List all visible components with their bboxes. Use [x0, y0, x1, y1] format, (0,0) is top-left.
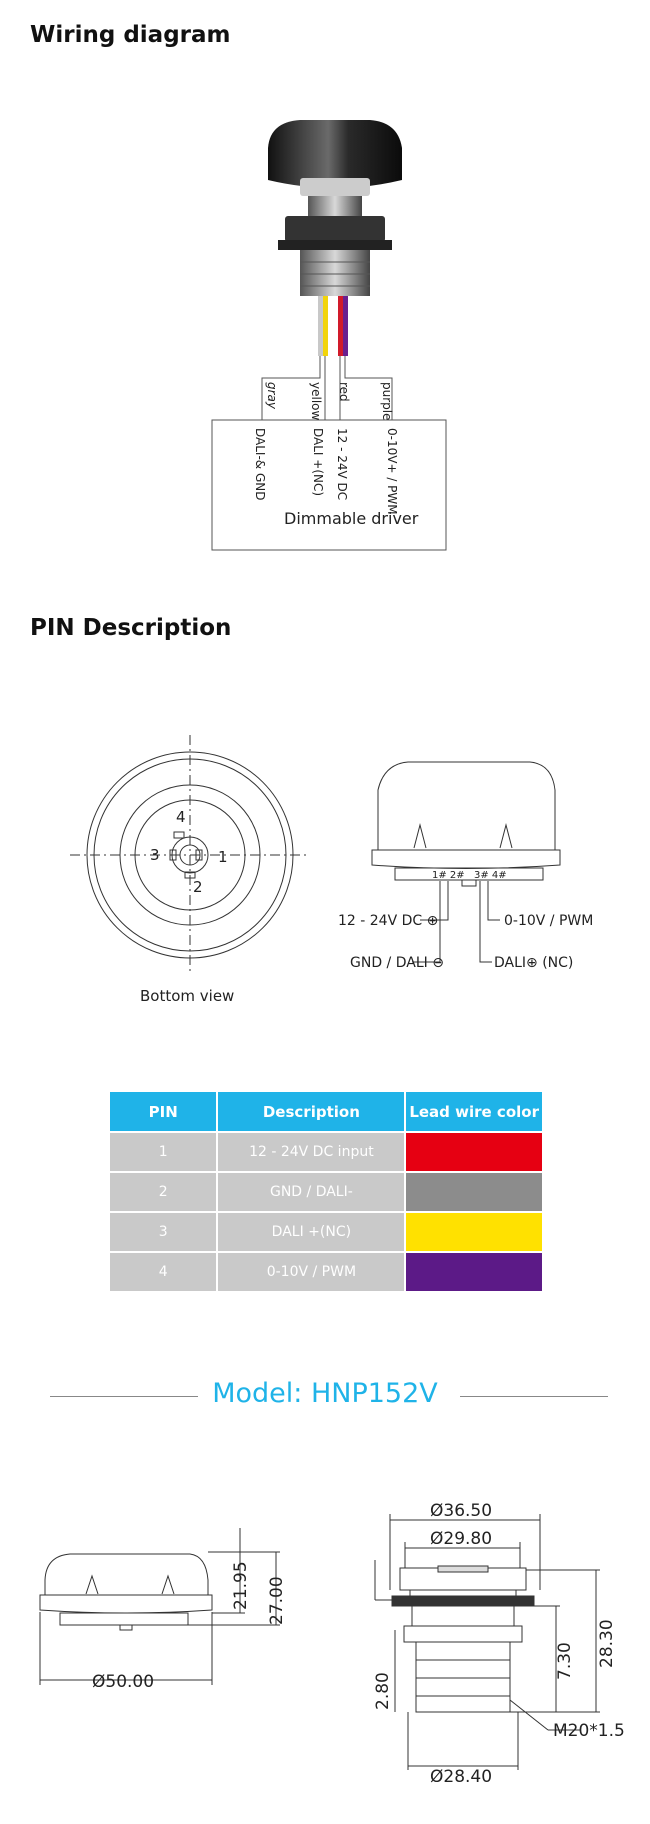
header-lead-wire-color: Lead wire color: [405, 1092, 543, 1132]
divider-right: [460, 1396, 608, 1397]
lead-wire-color-swatch: [405, 1172, 543, 1212]
wire-label-yellow: yellow: [309, 382, 323, 421]
mounting-nut-icon: [278, 216, 392, 296]
description-cell: 12 - 24V DC input: [217, 1132, 405, 1172]
dim-right-d-top: Ø36.50: [430, 1501, 493, 1521]
pin-cell: 1: [110, 1132, 217, 1172]
lead-wires: [318, 296, 348, 356]
lead-wire-color-swatch: [405, 1212, 543, 1252]
description-cell: GND / DALI-: [217, 1172, 405, 1212]
model-heading-row: [0, 1376, 650, 1416]
pin-label-4: 4: [176, 808, 186, 826]
lead-wire-color-swatch: [405, 1252, 543, 1292]
dim-right-d-bottom: Ø28.40: [430, 1767, 493, 1787]
terminal-label-gnd: DALI-& GND: [253, 428, 267, 501]
driver-label: Dimmable driver: [284, 509, 419, 528]
description-cell: DALI +(NC): [217, 1212, 405, 1252]
dim-right-thread: M20*1.5: [553, 1721, 625, 1741]
wiring-diagram-title: Wiring diagram: [30, 22, 231, 48]
table-row: [110, 1132, 543, 1172]
dim-left-height-b: 27.00: [267, 1576, 287, 1625]
description-cell: 0-10V / PWM: [217, 1252, 405, 1292]
wire-label-gray: gray: [265, 382, 279, 410]
wire-label-red: red: [337, 382, 351, 402]
dimmable-driver-box: [212, 420, 446, 550]
pin-table: [110, 1092, 544, 1293]
wire-label-purple: purple: [380, 382, 394, 421]
table-row: [110, 1172, 543, 1212]
callout-pwm: 0-10V / PWM: [504, 913, 594, 929]
terminal-label-pwm: 0-10V+ / PWM: [385, 428, 399, 515]
pin-label-2: 2: [193, 878, 203, 896]
lead-wire-color-swatch: [405, 1132, 543, 1172]
pin-cell: 2: [110, 1172, 217, 1212]
pin-label-1: 1: [218, 848, 228, 866]
pin-description-title: PIN Description: [30, 615, 232, 641]
dim-left-height-a: 21.95: [231, 1561, 251, 1610]
dim-right-h-mid: 7.30: [555, 1642, 575, 1680]
pin-markers-left: 1# 2#: [432, 870, 465, 881]
dim-right-d-mid: Ø29.80: [430, 1529, 493, 1549]
table-row: [110, 1212, 543, 1252]
callout-dali: DALI⊕ (NC): [494, 955, 574, 971]
header-pin: PIN: [110, 1092, 217, 1132]
callout-gnd: GND / DALI ⊖: [350, 955, 444, 971]
dim-right-h-total: 28.30: [597, 1619, 617, 1668]
pin-cell: 3: [110, 1212, 217, 1252]
header-description: Description: [217, 1092, 405, 1132]
dimension-drawings: [0, 1500, 650, 1790]
pin-cell: 4: [110, 1252, 217, 1292]
model-title: Model: HNP152V: [212, 1378, 438, 1409]
dim-right-h-left: 2.80: [373, 1672, 393, 1710]
dim-left-diameter: Ø50.00: [92, 1672, 155, 1692]
terminal-label-dali: DALI +(NC): [311, 428, 325, 497]
callout-dc: 12 - 24V DC ⊕: [338, 913, 439, 929]
pin-markers-right: 3# 4#: [474, 870, 507, 881]
pin-diagram: [0, 720, 650, 1020]
wiring-diagram: [0, 0, 650, 560]
bottom-view-label: Bottom view: [140, 987, 235, 1005]
terminal-label-dc: 12 - 24V DC: [335, 428, 349, 501]
table-row: [110, 1252, 543, 1292]
sensor-cap-icon: [268, 120, 402, 216]
pin-label-3: 3: [150, 846, 160, 864]
